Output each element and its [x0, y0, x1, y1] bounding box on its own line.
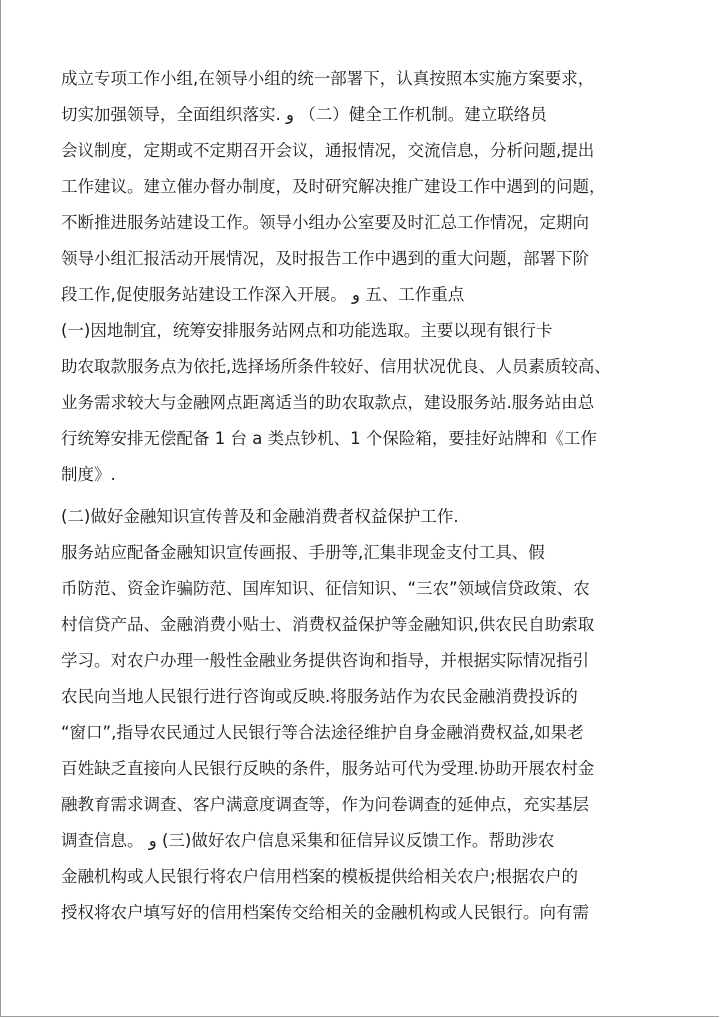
text-line-15: 币防范、资金诈骗防范、国库知识、征信知识、“三农”领域信贷政策、农 — [61, 579, 590, 598]
text-line-17: 学习。对农户办理一般性金融业务提供咨询和指导，并根据实际情况指引 — [61, 651, 589, 670]
text-line-13: (二)做好金融知识宣传普及和金融消费者权益保护工作. — [61, 507, 459, 526]
text-line-4: 工作建议。建立催办督办制度，及时研究解决推广建设工作中遇到的问题， — [61, 177, 606, 196]
text-line-19: “窗口”,指导农民通过人民银行等合法途径维护自身金融消费权益,如果老 — [61, 723, 584, 742]
text-line-1: 成立专项工作小组,在领导小组的统一部署下，认真按照本实施方案要求， — [61, 69, 595, 88]
text-line-7: 段工作,促使服务站建设工作深入开展。 و 五、工作重点 — [61, 285, 465, 304]
text-line-10: 业务需求较大与金融网点距离适当的助农取款点，建设服务站.服务站由总 — [61, 393, 595, 412]
text-line-9: 助农取款服务点为依托,选择场所条件较好、信用状况优良、人员素质较高、 — [61, 357, 611, 376]
text-line-12: 制度》. — [61, 465, 116, 484]
text-line-22: 调查信息。 و (三)做好农户信息采集和征信异议反馈工作。帮助涉农 — [61, 831, 555, 850]
text-line-8: (一)因地制宜，统筹安排服务站网点和功能选取。主要以现有银行卡 — [61, 321, 553, 340]
text-line-5: 不断推进服务站建设工作。领导小组办公室要及时汇总工作情况，定期向 — [61, 213, 589, 232]
text-line-14: 服务站应配备金融知识宣传画报、手册等,汇集非现金支付工具、假 — [61, 543, 545, 562]
text-line-21: 融教育需求调查、客户满意度调查等，作为问卷调查的延伸点，充实基层 — [61, 795, 589, 814]
text-line-2: 切实加强领导，全面组织落实. و （二）健全工作机制。建立联络员 — [61, 105, 547, 124]
text-line-23: 金融机构或人民银行将农户信用档案的模板提供给相关农户;根据农户的 — [61, 867, 579, 886]
text-line-20: 百姓缺乏直接向人民银行反映的条件，服务站可代为受理.协助开展农村金 — [61, 759, 595, 778]
text-line-3: 会议制度，定期或不定期召开会议，通报情况，交流信息，分析问题,提出 — [61, 141, 595, 160]
text-line-16: 村信贷产品、金融消费小贴士、消费权益保护等金融知识,供农民自助索取 — [61, 615, 595, 634]
text-line-6: 领导小组汇报活动开展情况，及时报告工作中遇到的重大问题，部署下阶 — [61, 249, 589, 268]
text-line-18: 农民向当地人民银行进行咨询或反映.将服务站作为农民金融消费投诉的 — [61, 687, 578, 706]
text-line-24: 授权将农户填写好的信用档案传交给相关的金融机构或人民银行。向有需 — [61, 903, 589, 922]
text-line-11: 行统筹安排无偿配备 1 台 a 类点钞机、1 个保险箱，要挂好站牌和《工作 — [61, 429, 597, 448]
